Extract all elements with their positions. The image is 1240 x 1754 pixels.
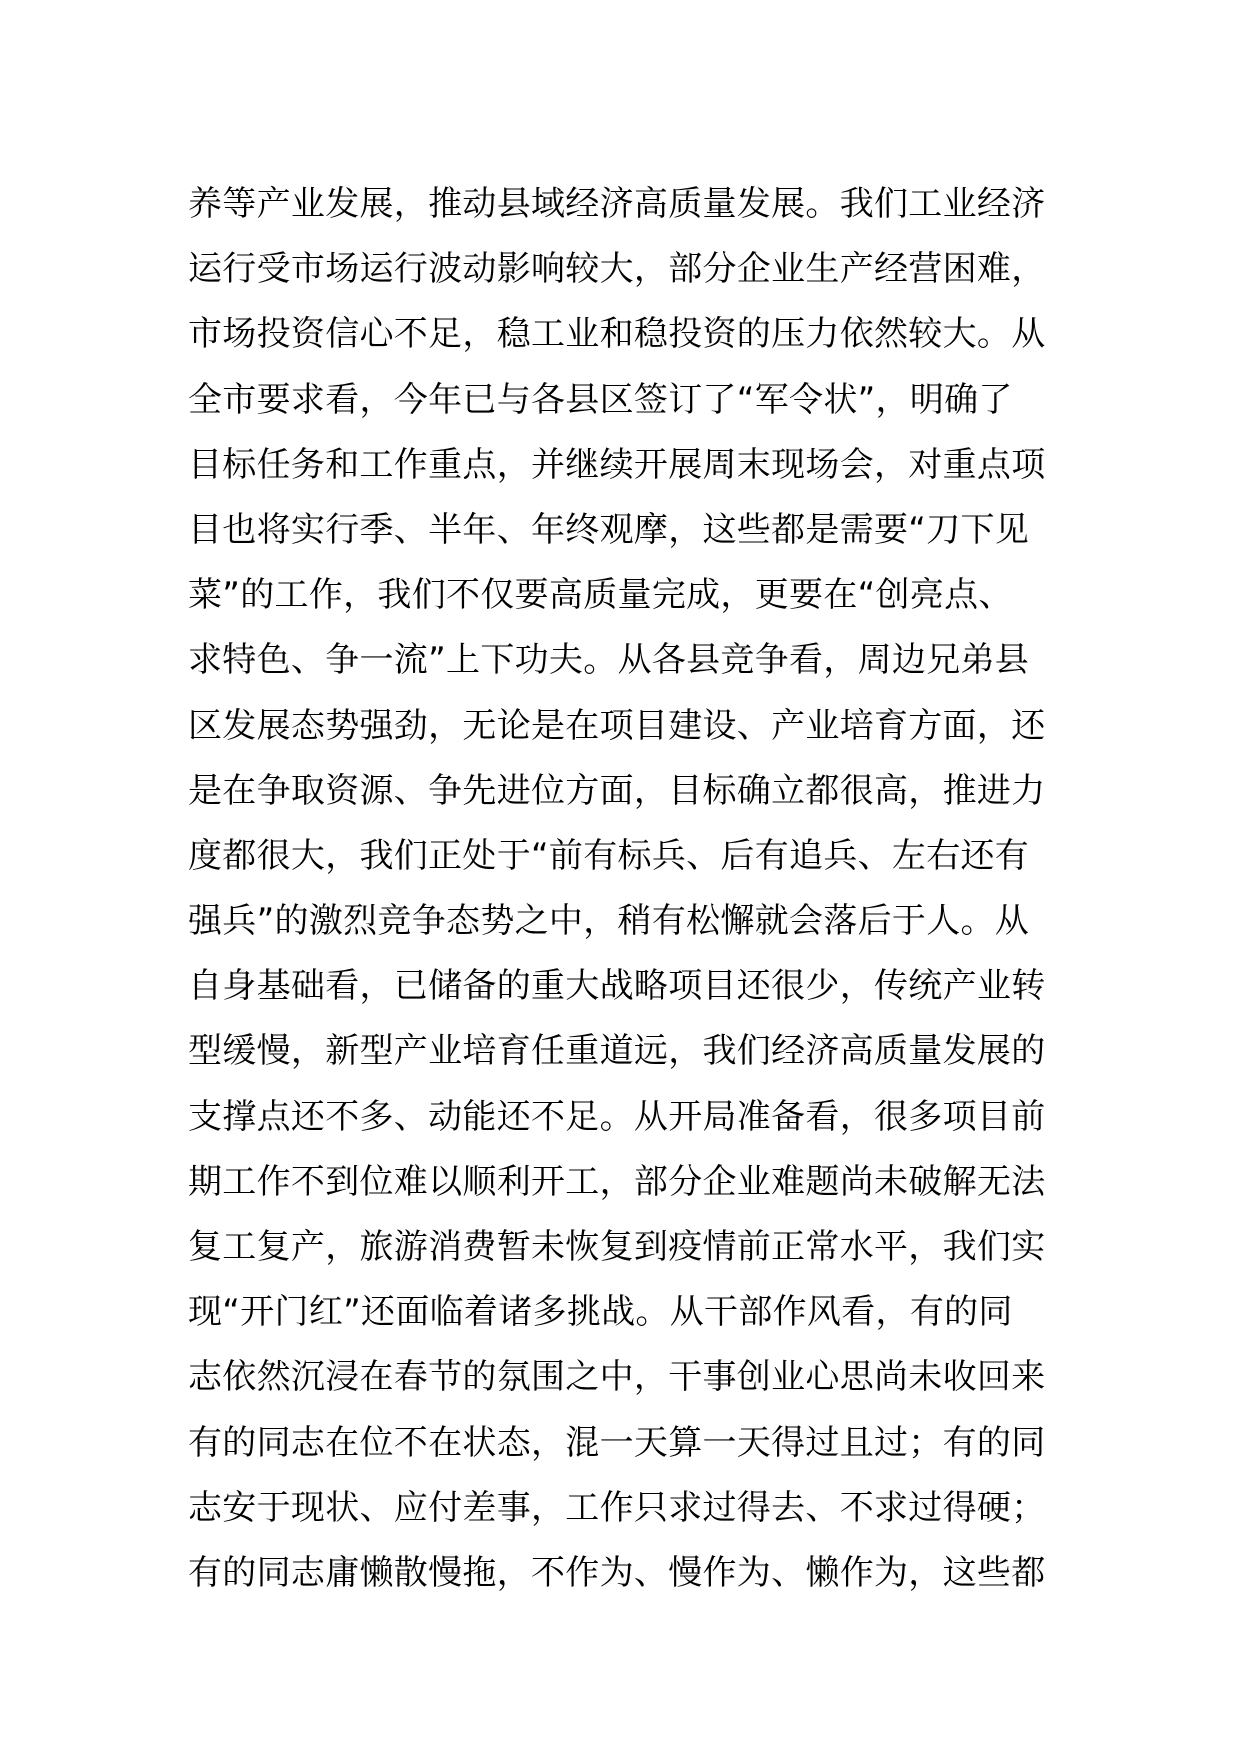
text-line-9: 区发展态势强劲，无论是在项目建设、产业培育方面，还 [188, 705, 1046, 746]
text-line-3: 市场投资信心不足，稳工业和稳投资的压力依然较大。从 [188, 314, 1046, 355]
text-line-10: 是在争取资源、争先进位方面，目标确立都很高，推进力 [188, 770, 1046, 811]
text-line-13: 自身基础看，已储备的重大战略项目还很少，传统产业转 [188, 966, 1046, 1007]
text-line-20: 有的同志在位不在状态，混一天算一天得过且过；有的同 [188, 1422, 1046, 1463]
text-line-22: 有的同志庸懒散慢拖，不作为、慢作为、懒作为，这些都 [188, 1552, 1046, 1593]
text-line-16: 期工作不到位难以顺利开工，部分企业难题尚未破解无法 [188, 1161, 1046, 1202]
body-paragraph [188, 172, 1068, 1606]
text-line-15: 支撑点还不多、动能还不足。从开局准备看，很多项目前 [188, 1096, 1046, 1137]
text-line-18: 现“开门红”还面临着诸多挑战。从干部作风看，有的同 [188, 1292, 1013, 1333]
text-line-2: 运行受市场运行波动影响较大，部分企业生产经营困难， [188, 249, 1046, 290]
text-line-4: 全市要求看，今年已与各县区签订了“军令状”，明确了 [188, 379, 1013, 420]
text-line-21: 志安于现状、应付差事，工作只求过得去、不求过得硬； [188, 1487, 1046, 1528]
text-line-19: 志依然沉浸在春节的氛围之中，干事创业心思尚未收回来 [188, 1357, 1046, 1398]
text-line-7: 菜”的工作，我们不仅要高质量完成，更要在“创亮点、 [188, 575, 1013, 616]
text-line-11: 度都很大，我们正处于“前有标兵、后有追兵、左右还有 [188, 835, 1030, 876]
text-line-17: 复工复产，旅游消费暂未恢复到疫情前正常水平，我们实 [188, 1227, 1046, 1267]
text-line-8: 求特色、争一流”上下功夫。从各县竞争看，周边兄弟县 [188, 640, 1030, 681]
text-line-6: 目也将实行季、半年、年终观摩，这些都是需要“刀下见 [188, 509, 1030, 550]
text-line-5: 目标任务和工作重点，并继续开展周末现场会，对重点项 [188, 444, 1046, 485]
text-line-14: 型缓慢，新型产业培育任重道远，我们经济高质量发展的 [188, 1031, 1046, 1072]
text-line-1: 养等产业发展，推动县域经济高质量发展。我们工业经济 [188, 184, 1046, 224]
text-line-12: 强兵”的激烈竞争态势之中，稍有松懈就会落后于人。从 [188, 901, 1030, 942]
